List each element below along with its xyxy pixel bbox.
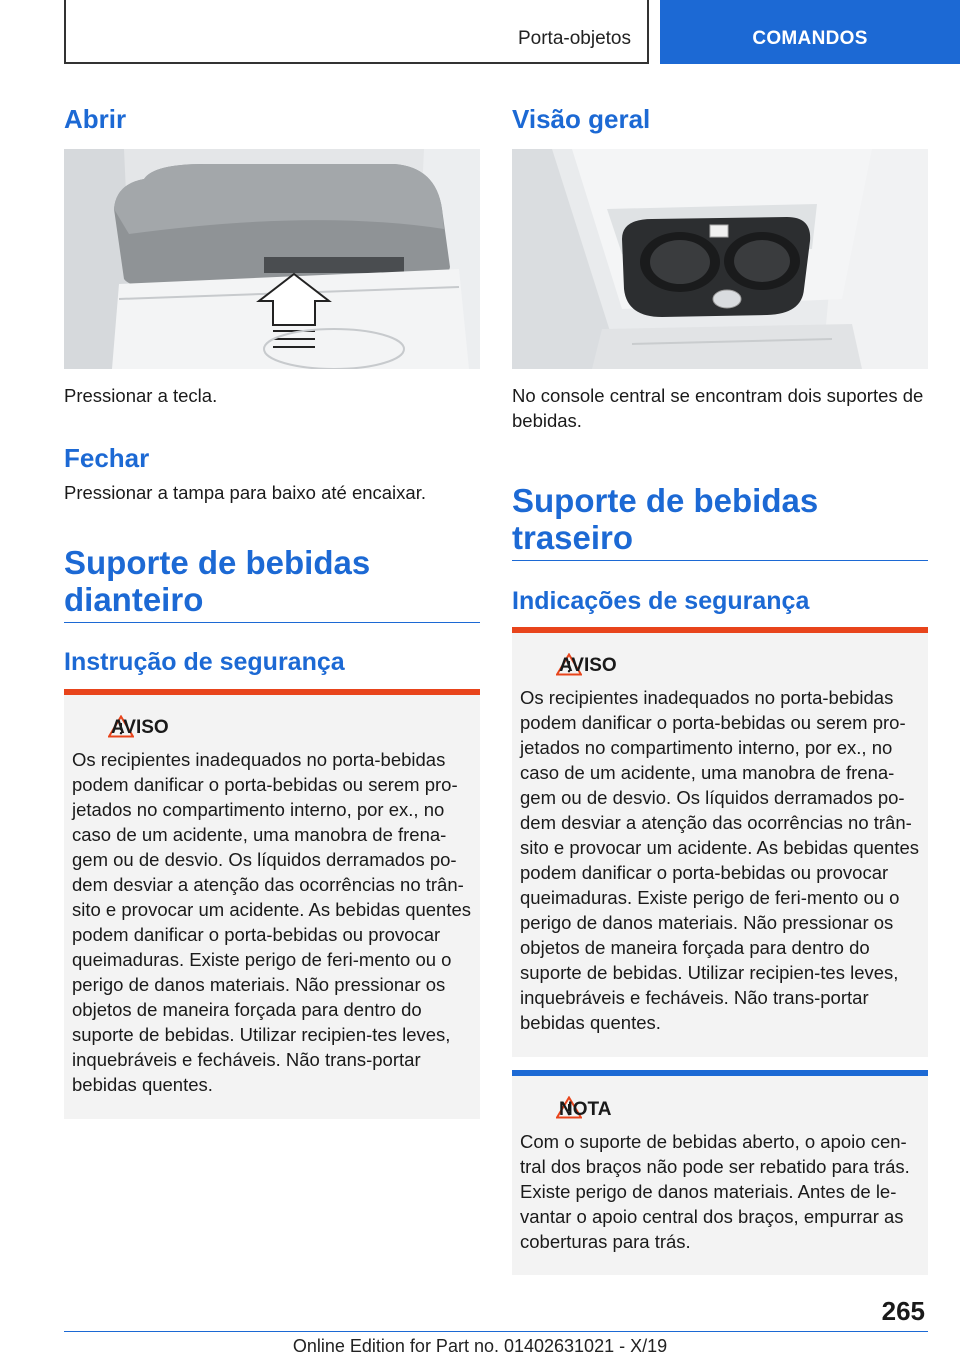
fechar-heading: Fechar <box>64 443 150 473</box>
header-section-title: Porta-objetos <box>517 28 631 49</box>
note-title: NOTA <box>559 1099 612 1120</box>
warning-title: AVISO <box>111 717 169 738</box>
overview-heading: Visão geral <box>512 104 651 134</box>
front-holder-title: Suporte de bebidas dianteiro <box>64 544 371 618</box>
note-bar <box>512 1070 928 1076</box>
header-chapter-tab <box>660 0 960 64</box>
header-section-box <box>64 0 649 64</box>
rear-warning-box <box>512 627 928 1057</box>
armrest-open-illustration <box>64 149 480 369</box>
rear-holder-title: Suporte de bebidas traseiro <box>512 482 819 556</box>
warning-title: AVISO <box>559 655 617 676</box>
front-warning-box <box>64 689 480 1119</box>
fechar-text: Pressionar a tampa para baixo até encaixar. <box>64 482 426 503</box>
warning-text: Os recipientes inadequados no porta-bebidas podem danificar o porta-bebidas ou serem pro-jetados no compartimento interno, por ex., no caso de um acidente, uma manobra de frena-gem ou de desvio. Os líquidos derramados po-dem desviar a atenção das ocorrências no trân-sito e provocar um acidente. As bebidas quentes podem danificar o porta-bebidas ou provocar queimaduras. Existe perigo de feri-mento ou o perigo de danos materiais. Não pressionar os objetos de maneira forçada para dentro do suporte de bebidas. Utilizar recipien-tes leves, inquebráveis e fecháveis. Não trans-portar bebidas quentes. <box>72 749 472 1095</box>
abrir-heading: Abrir <box>64 104 127 134</box>
overview-text: No console central se encontram dois suportes de bebidas. <box>512 385 924 431</box>
warning-bar <box>512 627 928 633</box>
rear-note-box <box>512 1070 928 1275</box>
cupholder-overview-illustration <box>512 149 928 369</box>
abrir-caption: Pressionar a tecla. <box>64 385 218 406</box>
warning-bar <box>64 689 480 695</box>
footer-edition: Online Edition for Part no. 01402631021 - X/19 <box>292 1336 668 1356</box>
warning-text: Os recipientes inadequados no porta-bebidas podem danificar o porta-bebidas ou serem pro-jetados no compartimento interno, por ex., no caso de um acidente, uma manobra de frena-gem ou de desvio. Os líquidos derramados po-dem desviar a atenção das ocorrências no trân-sito e provocar um acidente. As bebidas quentes podem danificar o porta-bebidas ou provocar queimaduras. Existe perigo de feri-mento ou o perigo de danos materiais. Não pressionar os objetos de maneira forçada para dentro do suporte de bebidas. Utilizar recipien-tes leves, inquebráveis e fecháveis. Não trans-portar bebidas quentes. <box>520 687 920 1033</box>
front-safety-heading: Instrução de segurança <box>64 648 345 676</box>
note-text: Com o suporte de bebidas aberto, o apoio cen-tral dos braços não pode ser rebatido para trás. Existe perigo de danos materiais. Antes de le-vantar o apoio central dos braços, empurrar as coberturas para trás. <box>520 1131 910 1252</box>
front-title-rule <box>64 622 480 623</box>
header-chapter-label: COMANDOS <box>752 28 868 49</box>
page-number: 265 <box>881 1296 925 1326</box>
footer-rule <box>64 1331 928 1332</box>
rear-safety-heading: Indicações de segurança <box>512 587 810 615</box>
rear-title-rule <box>512 560 928 561</box>
